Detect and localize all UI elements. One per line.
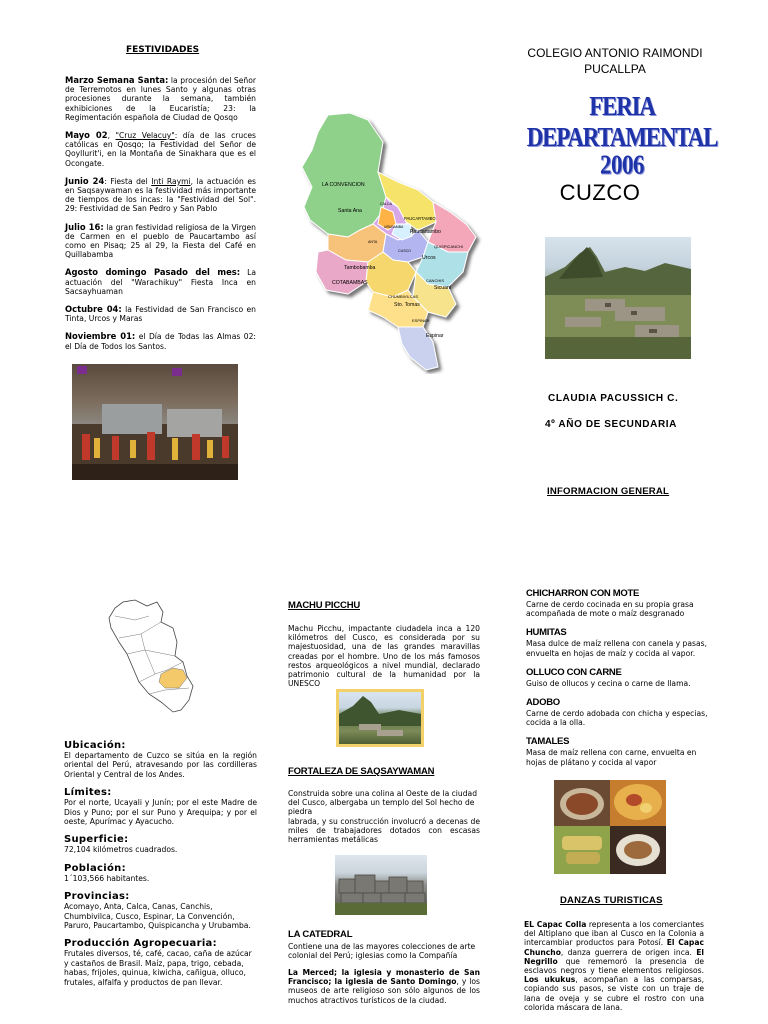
- general-info: [64, 740, 257, 995]
- poblacion-text: 1´103,566 habitantes.: [64, 873, 150, 883]
- author-grade: 4º AÑO DE SECUNDARIA: [545, 419, 677, 430]
- limites-heading: Límites:: [64, 787, 112, 799]
- fair-title-line1: FERIA DEPARTAMENTAL: [526, 90, 718, 152]
- map-label: Paucartambo: [410, 229, 441, 235]
- info-general-title: INFORMACION GENERAL: [547, 486, 670, 497]
- food-text: Masa de maíz rellena con carne, envuelta en hojas de plátano y cocida al vapor: [526, 748, 697, 767]
- danzas-text: EL Capac Colla representa a los comerciantes del Altiplano que iban al Cusco en la Colonia a intercambiar productos para Potosí. El Capac Chuncho, danza guerrera de origen inca. El Negrillo que rememoró la presencia de esclavos negros y tiene elementos religiosos. Los ukukus, acompañan a las comparsas, copiando sus pasos, se viste con un traje de lana de oveja y se cubre el rostro con una colorida máscara de lana.: [524, 920, 704, 1012]
- fest-item-julio: Julio 16: la gran festividad religiosa de la Virgen de Carmen en el pueblo de Paucartambo así como en Pisaq; 25 al 29, la Fiesta del Café en Quillabamba: [65, 221, 256, 260]
- superficie-text: 72,104 kilómetros cuadrados.: [64, 845, 178, 855]
- food-text: Masa dulce de maíz rellena con canela y pasas, envuelta en hojas de maíz y cocida al vapor.: [526, 639, 707, 658]
- map-label: ANTA: [368, 240, 378, 244]
- map-label: CUSCO: [398, 249, 411, 253]
- fortaleza-text: [288, 789, 480, 844]
- food-text: Carne de cerdo adobada con chicha y especias, cocida a la olla.: [526, 709, 708, 728]
- poblacion-heading: Población:: [64, 862, 126, 874]
- map-label: CHUMBIVILCAS: [388, 294, 419, 299]
- fest-item-mayo: Mayo 02, "Cruz Velacuy": día de las cruces católicas en Qosqo; la Festividad del Señor de Qoyllurit'i, en la Montaña de Sinakhara que es el Ocongate.: [65, 130, 256, 168]
- school-header: [515, 45, 715, 77]
- map-label: CALCA: [380, 202, 392, 206]
- machu-picchu-heading: MACHU PICCHU: [288, 600, 361, 611]
- typical-food: [526, 588, 718, 776]
- festividades-list: [65, 76, 256, 360]
- food-text: Guiso de ollucos y cecina o carne de llama.: [526, 678, 691, 688]
- map-label: LA CONVENCION: [322, 182, 365, 188]
- map-label: COTABAMBAS: [332, 280, 368, 286]
- catedral-heading: LA CATEDRAL: [288, 929, 353, 940]
- food-heading: TAMALES: [526, 736, 570, 748]
- map-label: Santa Ana: [338, 208, 362, 214]
- map-label: URUBAMBA: [384, 225, 404, 229]
- map-label: CANCHIS: [426, 278, 445, 283]
- saqsaywaman-photo: [335, 855, 427, 915]
- food-heading: ADOBO: [526, 697, 560, 709]
- food-collage-photo: [554, 780, 666, 874]
- superficie-heading: Superficie:: [64, 834, 129, 846]
- festividades-title: FESTIVIDADES: [126, 45, 200, 55]
- fortaleza-text-1: Construida sobre una colina al Oeste de la ciudad del Cusco, albergaba un templo del Sol hecho de piedra: [288, 789, 478, 817]
- fest-item-junio: Junio 24: Fiesta del Inti Raymi, la actuación es en Saqsaywaman es la festividad más importante de tiempos de los incas: la "Festividad del Sol". 29: Festividad de San Pedro y San Pablo: [65, 175, 256, 214]
- map-label: Sto. Tomas: [394, 302, 420, 308]
- machu-picchu-photo: [336, 689, 424, 747]
- author-name: CLAUDIA PACUSSICH C.: [548, 393, 679, 404]
- fest-item-marzo: Marzo Semana Santa: la procesión del Señor de Terremotos en lunes Santo y algunas otras procesiones durante la semana, también exhibiciones de la Eucaristía; 23: la Regimentación española de Ciudad de Qosqo: [65, 75, 256, 122]
- fest-item-octubre: Octubre 04: la Festividad de San Francisco en Tinta, Urcos y Maras: [65, 304, 256, 324]
- festival-photo: [72, 364, 238, 480]
- food-heading: CHICHARRON CON MOTE: [526, 588, 640, 599]
- catedral-text: Contiene una de las mayores colecciones de arte colonial del Perú; iglesias como la Compañía: [288, 942, 476, 961]
- school-city: PUCALLPA: [584, 62, 646, 76]
- map-label: PAUCARTAMBO: [404, 216, 436, 221]
- fest-link[interactable]: "Cruz Velacuy": [115, 131, 175, 141]
- ubicacion-heading: Ubicación:: [64, 740, 126, 751]
- peru-map: [105, 598, 205, 716]
- machu-picchu-cover-photo: [545, 237, 691, 359]
- map-label: Urcos: [422, 255, 436, 261]
- fest-item-agosto: Agosto domingo Pasado del mes: La actuación del "Warachikuy" Fiesta Inca en Sacsayhuaman: [65, 267, 256, 296]
- provincias-heading: Provincias:: [64, 891, 130, 903]
- map-label: Sicuani: [434, 285, 452, 291]
- produccion-text: Frutales diversos, té, café, cacao, caña de azúcar y castaños de Brasil. Maíz, papa, trigo, cebada, habas, frijoles, quinua, kiwicha, cañigua, olluco, frutales, alfalfa y productos de pan llevar.: [64, 949, 252, 987]
- school-name: COLEGIO ANTONIO RAIMONDI: [527, 46, 703, 60]
- machu-picchu-text: Machu Picchu, impactante ciudadela inca a 120 kilómetros del Cusco, es considerada por su majestuosidad, una de las grandes maravillas creadas por el hombre. Uno de los más famosos restos arqueológicos a nivel mundial, declarado patrimonio cultural de la humanidad por la UNESCO: [288, 624, 480, 689]
- fortaleza-heading: FORTALEZA DE SAQSAYWAMAN: [288, 766, 435, 777]
- fair-title-year: 2006: [600, 149, 644, 180]
- food-heading: OLLUCO CON CARNE: [526, 666, 622, 678]
- food-heading: HUMITAS: [526, 627, 567, 639]
- region-title: CUZCO: [559, 180, 641, 205]
- map-label: Espinar: [426, 333, 444, 339]
- map-label: Tambobamba: [344, 265, 376, 271]
- provincias-text: Acomayo, Anta, Calca, Canas, Canchis, Chumbivilca, Cusco, Espinar, La Convención, Paruro, Paucartambo, Quispicancha y Urubamba.: [64, 902, 251, 931]
- ubicacion-text: El departamento de Cuzco se sitúa en la región oriental del Perú, atravesando por las cordilleras Oriental y Central de los Andes.: [64, 751, 257, 779]
- food-text: Carne de cerdo cocinada en su propia grasa acompañada de mote o maíz desgranado: [526, 600, 694, 619]
- fest-link[interactable]: Inti Raymi: [151, 176, 191, 186]
- limites-text: Por el norte, Ucayali y Junín; por el este Madre de Dios y Puno; por el sur Puno y Arequipa; y por el oeste, Apurímac y Ayacucho.: [64, 798, 257, 827]
- map-label: QUISPICANCHI: [434, 244, 463, 249]
- cusco-province-map: [298, 112, 484, 374]
- map-label: ESPINAR: [412, 318, 430, 323]
- danzas-heading: DANZAS TURISTICAS: [560, 895, 663, 906]
- fortaleza-text-2: labrada, y su construcción involucró a decenas de miles de trabajadores dotados con escasas herramientas metálicas: [288, 816, 480, 845]
- fest-item-noviembre: Noviembre 01: el Día de Todas las Almas 02: el Día de Todos los Santos.: [65, 331, 256, 351]
- merced-text: La Merced; la iglesia y monasterio de San Francisco; la iglesia de Santo Domingo, y los museos de arte religioso son sólo algunos de los muchos atractivos turísticos de la ciudad.: [288, 968, 481, 1005]
- produccion-heading: Producción Agropecuaria:: [64, 938, 217, 950]
- fair-title: [518, 90, 726, 180]
